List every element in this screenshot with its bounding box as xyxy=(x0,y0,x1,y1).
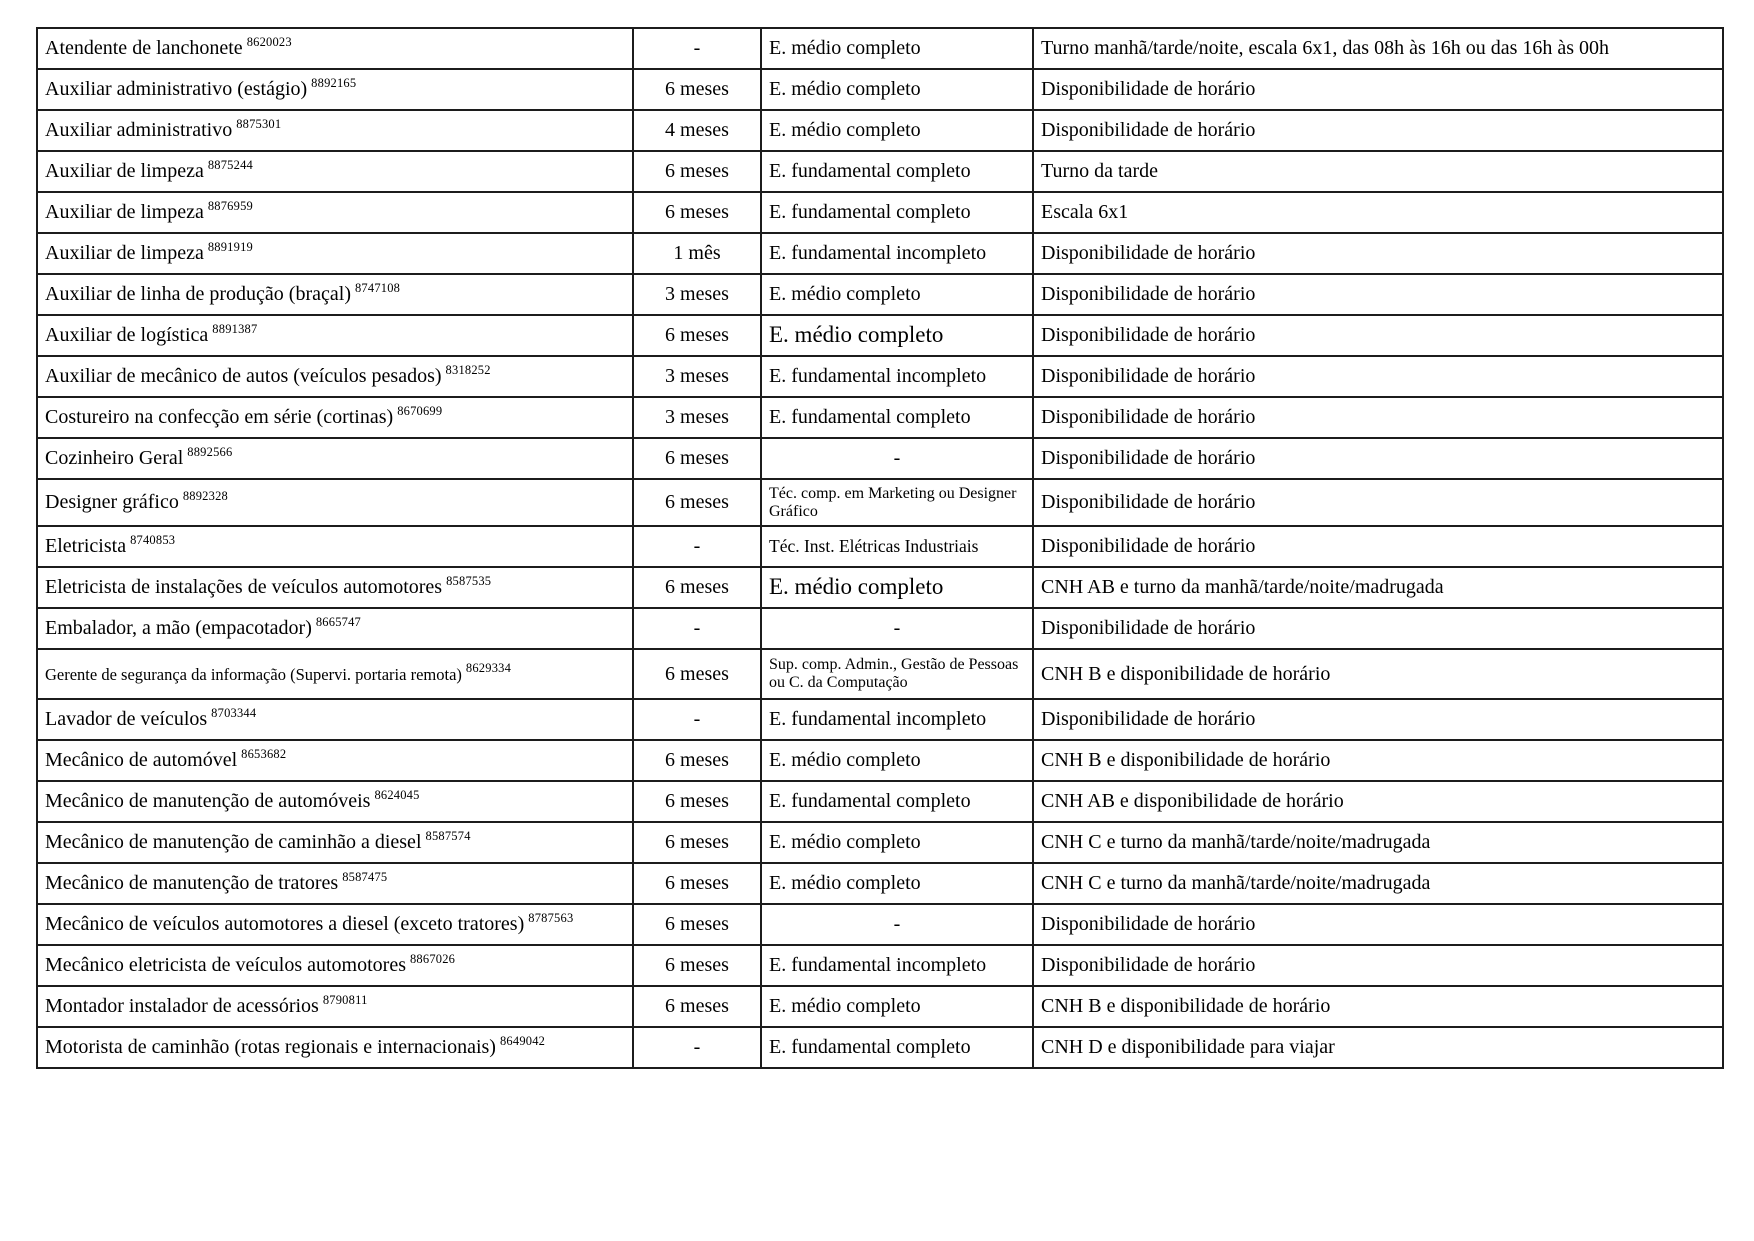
job-title: Auxiliar de linha de produção (braçal) xyxy=(45,283,351,305)
requirements-cell: CNH AB e turno da manhã/tarde/noite/madrugada xyxy=(1033,567,1723,608)
education-value: E. fundamental incompleto xyxy=(769,954,987,976)
experience-cell: 6 meses xyxy=(633,904,761,945)
education-cell xyxy=(761,28,1033,69)
job-title-cell xyxy=(37,822,633,863)
education-cell xyxy=(761,69,1033,110)
job-title-cell xyxy=(37,438,633,479)
requirements-cell: Disponibilidade de horário xyxy=(1033,397,1723,438)
job-title: Auxiliar de limpeza xyxy=(45,201,204,223)
education-cell xyxy=(761,699,1033,740)
job-id-superscript: 8891387 xyxy=(212,322,258,337)
education-cell xyxy=(761,151,1033,192)
experience-cell: 6 meses xyxy=(633,863,761,904)
education-value: E. fundamental incompleto xyxy=(769,708,987,730)
job-title-cell xyxy=(37,151,633,192)
experience-cell: 1 mês xyxy=(633,233,761,274)
table-row xyxy=(37,945,1723,986)
table-row xyxy=(37,699,1723,740)
job-title-cell xyxy=(37,608,633,649)
education-value: E. fundamental incompleto xyxy=(769,242,987,264)
job-id-superscript: 8787563 xyxy=(528,911,574,926)
education-cell xyxy=(761,438,1033,479)
table-row xyxy=(37,479,1723,526)
education-cell xyxy=(761,567,1033,608)
experience-cell: 6 meses xyxy=(633,438,761,479)
education-value: Téc. Inst. Elétricas Industriais xyxy=(769,536,979,556)
table-row xyxy=(37,608,1723,649)
job-title: Atendente de lanchonete xyxy=(45,37,243,59)
table-row xyxy=(37,192,1723,233)
experience-cell: 3 meses xyxy=(633,274,761,315)
job-table-body xyxy=(37,28,1723,1068)
job-title-cell xyxy=(37,479,633,526)
job-id-superscript: 8740853 xyxy=(130,533,176,548)
job-title: Mecânico de manutenção de tratores xyxy=(45,872,339,894)
table-row xyxy=(37,649,1723,699)
education-cell xyxy=(761,233,1033,274)
education-cell xyxy=(761,315,1033,356)
job-title-cell xyxy=(37,356,633,397)
education-value: E. fundamental completo xyxy=(769,406,971,428)
job-title: Auxiliar de logística xyxy=(45,324,209,346)
requirements-cell: CNH C e turno da manhã/tarde/noite/madrugada xyxy=(1033,863,1723,904)
job-title: Eletricista xyxy=(45,535,127,557)
requirements-cell: Disponibilidade de horário xyxy=(1033,608,1723,649)
experience-cell: 6 meses xyxy=(633,567,761,608)
table-row xyxy=(37,567,1723,608)
job-id-superscript: 8875301 xyxy=(236,117,282,132)
job-title: Montador instalador de acessórios xyxy=(45,995,319,1017)
requirements-cell: Disponibilidade de horário xyxy=(1033,69,1723,110)
job-id-superscript: 8665747 xyxy=(315,615,362,630)
job-id-superscript: 8892328 xyxy=(182,489,228,504)
table-row xyxy=(37,781,1723,822)
job-title-cell xyxy=(37,1027,633,1068)
job-id-superscript: 8318252 xyxy=(445,363,491,378)
experience-cell: 6 meses xyxy=(633,151,761,192)
job-id-superscript: 8790811 xyxy=(322,993,368,1008)
education-value: E. médio completo xyxy=(769,283,921,305)
education-value: E. fundamental incompleto xyxy=(769,365,987,387)
requirements-cell: Disponibilidade de horário xyxy=(1033,945,1723,986)
requirements-cell: CNH B e disponibilidade de horário xyxy=(1033,740,1723,781)
job-title: Motorista de caminhão (rotas regionais e internacionais) xyxy=(45,1036,496,1058)
experience-cell: 3 meses xyxy=(633,397,761,438)
requirements-cell: Turno manhã/tarde/noite, escala 6x1, das 08h às 16h ou das 16h às 00h xyxy=(1033,28,1723,69)
job-id-superscript: 8587574 xyxy=(425,829,471,844)
job-title: Mecânico de manutenção de caminhão a diesel xyxy=(45,831,422,853)
requirements-cell: Disponibilidade de horário xyxy=(1033,526,1723,567)
experience-cell: 6 meses xyxy=(633,192,761,233)
experience-cell: 6 meses xyxy=(633,986,761,1027)
education-cell xyxy=(761,192,1033,233)
table-row xyxy=(37,863,1723,904)
job-id-superscript: 8629334 xyxy=(465,660,512,675)
education-cell xyxy=(761,863,1033,904)
requirements-cell: Disponibilidade de horário xyxy=(1033,274,1723,315)
education-cell xyxy=(761,526,1033,567)
job-id-superscript: 8876959 xyxy=(207,199,253,214)
job-title: Mecânico de manutenção de automóveis xyxy=(45,790,371,812)
table-row xyxy=(37,986,1723,1027)
experience-cell: 6 meses xyxy=(633,822,761,863)
education-value: E. médio completo xyxy=(769,574,944,600)
education-value: E. fundamental completo xyxy=(769,201,971,223)
job-title-cell xyxy=(37,233,633,274)
job-title: Lavador de veículos xyxy=(45,708,208,730)
table-row xyxy=(37,151,1723,192)
table-row xyxy=(37,69,1723,110)
education-cell xyxy=(761,110,1033,151)
education-value: E. fundamental completo xyxy=(769,160,971,182)
job-title-cell xyxy=(37,526,633,567)
job-title-cell xyxy=(37,986,633,1027)
experience-cell: - xyxy=(633,1027,761,1068)
education-value: E. médio completo xyxy=(769,831,921,853)
requirements-cell: CNH C e turno da manhã/tarde/noite/madrugada xyxy=(1033,822,1723,863)
education-cell xyxy=(761,1027,1033,1068)
table-row xyxy=(37,274,1723,315)
table-row xyxy=(37,28,1723,69)
job-id-superscript: 8624045 xyxy=(374,788,420,803)
table-row xyxy=(37,904,1723,945)
job-id-superscript: 8875244 xyxy=(207,158,253,173)
requirements-cell: Turno da tarde xyxy=(1033,151,1723,192)
requirements-cell: Disponibilidade de horário xyxy=(1033,699,1723,740)
job-title-cell xyxy=(37,649,633,699)
education-cell xyxy=(761,274,1033,315)
education-value: E. médio completo xyxy=(769,995,921,1017)
requirements-cell: Disponibilidade de horário xyxy=(1033,233,1723,274)
experience-cell: 6 meses xyxy=(633,945,761,986)
job-title-cell xyxy=(37,28,633,69)
education-cell xyxy=(761,356,1033,397)
education-value: - xyxy=(893,913,901,935)
job-title-cell xyxy=(37,274,633,315)
education-value: Téc. comp. em Marketing ou Designer Gráfico xyxy=(769,484,1017,520)
experience-cell: 6 meses xyxy=(633,740,761,781)
experience-cell: 6 meses xyxy=(633,69,761,110)
table-row xyxy=(37,822,1723,863)
education-value: - xyxy=(893,447,901,469)
education-value: E. médio completo xyxy=(769,872,921,894)
job-listings-table xyxy=(36,27,1724,1069)
experience-cell: 6 meses xyxy=(633,315,761,356)
requirements-cell: Disponibilidade de horário xyxy=(1033,356,1723,397)
experience-cell: - xyxy=(633,526,761,567)
job-title-cell xyxy=(37,69,633,110)
requirements-cell: Disponibilidade de horário xyxy=(1033,110,1723,151)
job-title-cell xyxy=(37,781,633,822)
job-title: Designer gráfico xyxy=(45,491,179,513)
job-title: Auxiliar administrativo (estágio) xyxy=(45,78,308,100)
job-title: Auxiliar de limpeza xyxy=(45,160,204,182)
education-cell xyxy=(761,649,1033,699)
job-id-superscript: 8649042 xyxy=(499,1034,546,1049)
job-title: Eletricista de instalações de veículos automotores xyxy=(45,576,443,598)
table-row xyxy=(37,740,1723,781)
requirements-cell: CNH D e disponibilidade para viajar xyxy=(1033,1027,1723,1068)
job-id-superscript: 8587535 xyxy=(446,574,492,589)
requirements-cell: Escala 6x1 xyxy=(1033,192,1723,233)
job-title-cell xyxy=(37,699,633,740)
education-value: Sup. comp. Admin., Gestão de Pessoas ou C. da Computação xyxy=(769,656,1019,691)
education-value: E. médio completo xyxy=(769,749,921,771)
job-title-cell xyxy=(37,945,633,986)
requirements-cell: CNH B e disponibilidade de horário xyxy=(1033,986,1723,1027)
table-row xyxy=(37,110,1723,151)
table-row xyxy=(37,356,1723,397)
job-title: Auxiliar de mecânico de autos (veículos pesados) xyxy=(45,365,442,387)
job-title-cell xyxy=(37,567,633,608)
experience-cell: - xyxy=(633,28,761,69)
table-row xyxy=(37,438,1723,479)
job-title: Mecânico de veículos automotores a diesel (exceto tratores) xyxy=(45,913,525,935)
education-value: E. médio completo xyxy=(769,78,921,100)
job-title: Auxiliar de limpeza xyxy=(45,242,204,264)
job-id-superscript: 8703344 xyxy=(211,706,257,721)
requirements-cell: CNH AB e disponibilidade de horário xyxy=(1033,781,1723,822)
job-id-superscript: 8867026 xyxy=(409,952,456,967)
table-row xyxy=(37,233,1723,274)
job-id-superscript: 8653682 xyxy=(241,747,287,762)
requirements-cell: Disponibilidade de horário xyxy=(1033,315,1723,356)
job-id-superscript: 8892566 xyxy=(187,445,233,460)
education-value: E. fundamental completo xyxy=(769,790,971,812)
job-id-superscript: 8670699 xyxy=(397,404,443,419)
experience-cell: 6 meses xyxy=(633,781,761,822)
education-cell xyxy=(761,479,1033,526)
job-id-superscript: 8620023 xyxy=(246,35,292,50)
education-cell xyxy=(761,904,1033,945)
table-row xyxy=(37,315,1723,356)
job-title: Embalador, a mão (empacotador) xyxy=(45,617,312,639)
experience-cell: 3 meses xyxy=(633,356,761,397)
job-title: Cozinheiro Geral xyxy=(45,447,184,469)
experience-cell: 4 meses xyxy=(633,110,761,151)
education-cell xyxy=(761,397,1033,438)
education-value: E. médio completo xyxy=(769,119,921,141)
job-title: Auxiliar administrativo xyxy=(45,119,233,141)
job-title-cell xyxy=(37,863,633,904)
requirements-cell: Disponibilidade de horário xyxy=(1033,904,1723,945)
education-cell xyxy=(761,608,1033,649)
job-id-superscript: 8891919 xyxy=(207,240,253,255)
education-value: E. médio completo xyxy=(769,322,944,348)
education-cell xyxy=(761,945,1033,986)
education-value: E. fundamental completo xyxy=(769,1036,971,1058)
requirements-cell: Disponibilidade de horário xyxy=(1033,438,1723,479)
job-title-cell xyxy=(37,315,633,356)
education-cell xyxy=(761,781,1033,822)
table-row xyxy=(37,1027,1723,1068)
job-id-superscript: 8892165 xyxy=(311,76,357,91)
experience-cell: 6 meses xyxy=(633,649,761,699)
education-cell xyxy=(761,986,1033,1027)
experience-cell: - xyxy=(633,699,761,740)
education-value: - xyxy=(893,617,901,639)
education-cell xyxy=(761,822,1033,863)
job-id-superscript: 8747108 xyxy=(354,281,401,296)
education-cell xyxy=(761,740,1033,781)
job-title-cell xyxy=(37,192,633,233)
job-title: Costureiro na confecção em série (cortinas) xyxy=(45,406,394,428)
job-title-cell xyxy=(37,397,633,438)
job-title-cell xyxy=(37,110,633,151)
job-id-superscript: 8587475 xyxy=(342,870,388,885)
table-row xyxy=(37,397,1723,438)
experience-cell: - xyxy=(633,608,761,649)
requirements-cell: CNH B e disponibilidade de horário xyxy=(1033,649,1723,699)
job-title-cell xyxy=(37,904,633,945)
table-row xyxy=(37,526,1723,567)
requirements-cell: Disponibilidade de horário xyxy=(1033,479,1723,526)
job-title: Gerente de segurança da informação (Supervi. portaria remota) xyxy=(45,664,462,684)
job-title: Mecânico eletricista de veículos automotores xyxy=(45,954,406,976)
job-title: Mecânico de automóvel xyxy=(45,749,238,771)
job-title-cell xyxy=(37,740,633,781)
education-value: E. médio completo xyxy=(769,37,921,59)
experience-cell: 6 meses xyxy=(633,479,761,526)
